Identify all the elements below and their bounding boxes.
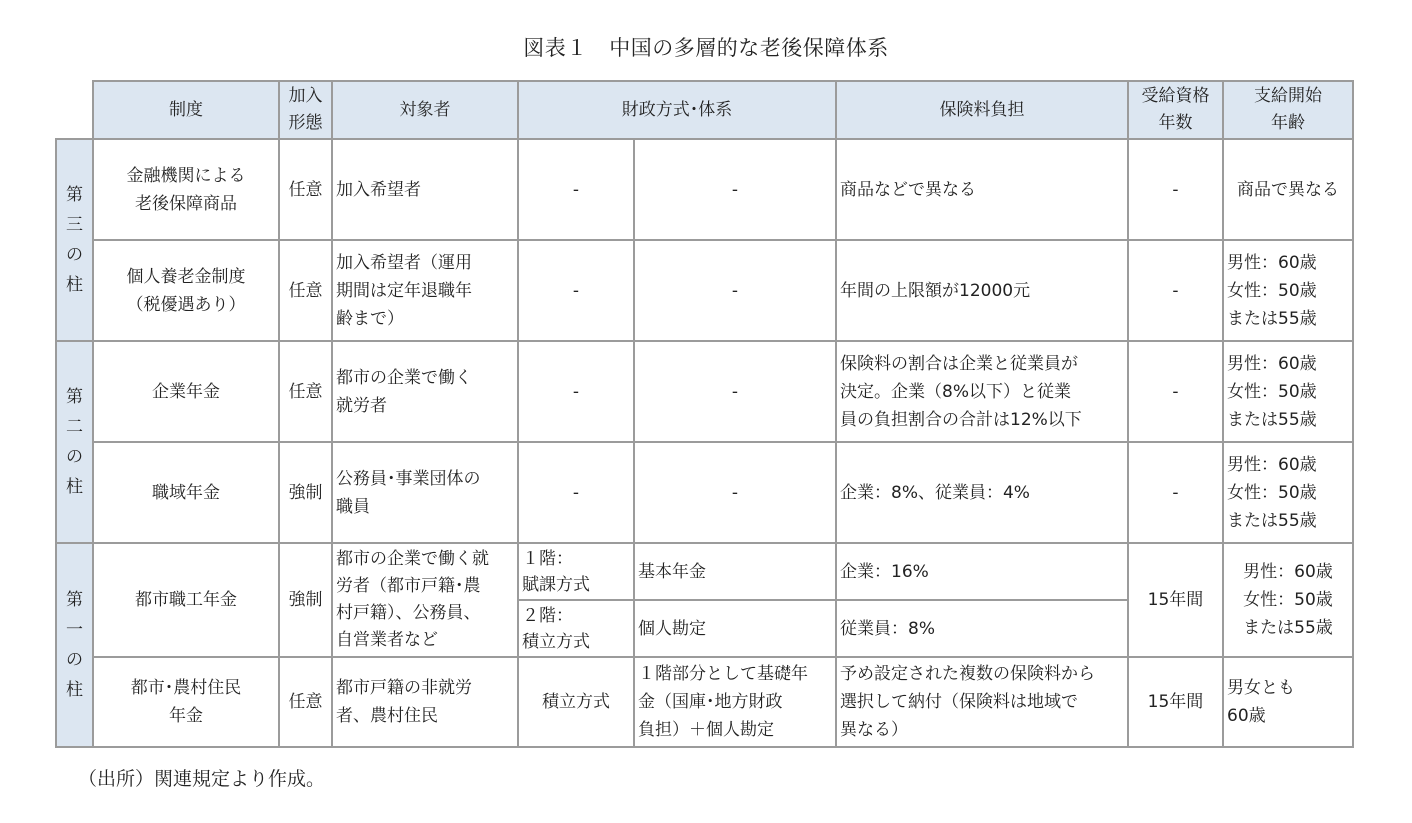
- cell-system: 金融機関による 老後保障商品: [93, 139, 279, 240]
- cell-system: 都市職工年金: [93, 543, 279, 657]
- cell-finance-2: 個人勘定: [634, 600, 836, 657]
- cell-target: 加入希望者: [332, 139, 518, 240]
- header-enroll-line1: 加入: [288, 86, 323, 106]
- cell-finance-2: -: [634, 139, 836, 240]
- table-row: [56, 240, 1353, 341]
- cell-target: 都市の企業で働く就 労者（都市戸籍･農 村戸籍）、公務員、 自営業者など: [332, 543, 518, 657]
- cell-target: 都市戸籍の非就労 者、農村住民: [332, 657, 518, 747]
- cell-target: 加入希望者（運用 期間は定年退職年 齢まで）: [332, 240, 518, 341]
- pillar-char: 柱: [66, 275, 83, 295]
- cell-system: 都市･農村住民 年金: [93, 657, 279, 747]
- header-finance: 財政方式･体系: [518, 81, 836, 139]
- cell-finance-2: -: [634, 341, 836, 442]
- table-row: [56, 341, 1353, 442]
- cell-finance-1: -: [518, 139, 634, 240]
- header-years-line1: 受給資格: [1141, 86, 1210, 106]
- pillar-char: 第: [66, 590, 83, 610]
- cell-enroll: 強制: [279, 543, 332, 657]
- cell-premium: 企業：8%、従業員：4%: [836, 442, 1128, 543]
- pillar-third: [56, 139, 93, 341]
- cell-age: 男性：60歳 女性：50歳 または55歳: [1223, 341, 1353, 442]
- cell-years: -: [1128, 139, 1223, 240]
- cell-target: 公務員･事業団体の 職員: [332, 442, 518, 543]
- cell-finance-1: 積立方式: [518, 657, 634, 747]
- cell-years: 15年間: [1128, 543, 1223, 657]
- cell-system: 個人養老金制度 （税優遇あり）: [93, 240, 279, 341]
- cell-years: -: [1128, 341, 1223, 442]
- table-row: [56, 657, 1353, 747]
- pillar-char: 第: [66, 387, 83, 407]
- pillar-char: 一: [66, 620, 83, 640]
- cell-age: 男女とも 60歳: [1223, 657, 1353, 747]
- cell-finance-2: 基本年金: [634, 543, 836, 600]
- cell-age: 男性：60歳 女性：50歳 または55歳: [1223, 543, 1353, 657]
- pillar-char: の: [66, 447, 83, 467]
- table-row: [56, 442, 1353, 543]
- header-years: [1128, 81, 1223, 139]
- pillar-char: の: [66, 650, 83, 670]
- header-age-line1: 支給開始: [1254, 86, 1322, 106]
- header-enroll-line2: 形態: [288, 113, 323, 133]
- cell-enroll: 任意: [279, 139, 332, 240]
- table-row: [56, 139, 1353, 240]
- pillar-char: 第: [66, 185, 83, 205]
- header-enroll: [279, 81, 332, 139]
- cell-enroll: 強制: [279, 442, 332, 543]
- cell-finance-1: -: [518, 442, 634, 543]
- cell-finance-1: ２階： 積立方式: [518, 600, 634, 657]
- corner-cell: [56, 81, 93, 139]
- header-years-line2: 年数: [1158, 113, 1193, 133]
- cell-years: -: [1128, 442, 1223, 543]
- source-note: （出所）関連規定より作成。: [78, 768, 326, 790]
- cell-finance-1: -: [518, 240, 634, 341]
- header-age: [1223, 81, 1353, 139]
- cell-target: 都市の企業で働く 就労者: [332, 341, 518, 442]
- cell-finance-2: -: [634, 240, 836, 341]
- header-system: 制度: [93, 81, 279, 139]
- cell-finance-2: -: [634, 442, 836, 543]
- cell-enroll: 任意: [279, 240, 332, 341]
- pillar-char: 柱: [66, 477, 83, 497]
- cell-age: 男性：60歳 女性：50歳 または55歳: [1223, 442, 1353, 543]
- pillar-char: の: [66, 245, 83, 265]
- cell-finance-1: １階： 賦課方式: [518, 543, 634, 600]
- figure-title: 図表１ 中国の多層的な老後保障体系: [523, 36, 889, 60]
- header-target: 対象者: [332, 81, 518, 139]
- cell-age: 男性：60歳 女性：50歳 または55歳: [1223, 240, 1353, 341]
- cell-premium: 従業員：8%: [836, 600, 1128, 657]
- pillar-char: 三: [66, 215, 83, 235]
- cell-finance-1: -: [518, 341, 634, 442]
- cell-enroll: 任意: [279, 657, 332, 747]
- pension-system-table: [55, 80, 1354, 748]
- header-age-line2: 年齢: [1271, 113, 1305, 133]
- cell-enroll: 任意: [279, 341, 332, 442]
- cell-premium: 商品などで異なる: [836, 139, 1128, 240]
- cell-years: 15年間: [1128, 657, 1223, 747]
- table-row: [56, 543, 1353, 600]
- cell-premium: 年間の上限額が12000元: [836, 240, 1128, 341]
- pillar-char: 柱: [66, 680, 83, 700]
- pillar-first: [56, 543, 93, 747]
- cell-age: 商品で異なる: [1223, 139, 1353, 240]
- cell-premium: 予め設定された複数の保険料から 選択して納付（保険料は地域で 異なる）: [836, 657, 1128, 747]
- cell-finance-2: １階部分として基礎年 金（国庫･地方財政 負担）＋個人勘定: [634, 657, 836, 747]
- cell-system: 職域年金: [93, 442, 279, 543]
- cell-system: 企業年金: [93, 341, 279, 442]
- pillar-char: 二: [66, 417, 83, 437]
- pillar-second: [56, 341, 93, 543]
- header-premium: 保険料負担: [836, 81, 1128, 139]
- cell-years: -: [1128, 240, 1223, 341]
- cell-premium: 保険料の割合は企業と従業員が 決定。企業（8%以下）と従業 員の負担割合の合計は12%以下: [836, 341, 1128, 442]
- header-row: [56, 81, 1353, 139]
- cell-premium: 企業：16%: [836, 543, 1128, 600]
